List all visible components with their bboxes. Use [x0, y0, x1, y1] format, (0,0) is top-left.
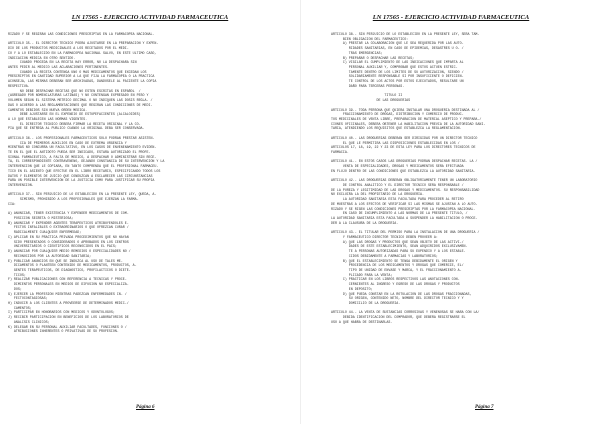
text-line: NO DEBE DESPACHAR RECETAS QUE NO ESTEN ESCRITAS EN ESPAÑOL / [8, 88, 141, 93]
page-number: Página 6 [136, 405, 155, 410]
text-line: EN CASO DE INCUMPLIMIENTO A LAS NORMAS DE LA PRESENTE TITULO, / [331, 211, 468, 216]
text-line: FARMACIA. [331, 149, 349, 154]
text-line: CUANDO PROCEDA EN LA RECETA HAY ERROR, NO LA DESPACHARA SIN [8, 60, 137, 65]
text-line: Y FARMACEUTICO DIRECTOR TECNICO DEBEN PROVEER A: [331, 234, 438, 239]
text-line: CAMENTOS; [8, 305, 32, 310]
text-line: TA, EL CORRESPONDIENTE CONTRAVENENO, DEJANDO CONSTANCIA DE SU INTERVENCION Y LA [8, 159, 165, 164]
text-line: ARTICULO 42.- LAS DROGUERIAS DEBERAN OBLIGATORIAMENTE TENER UN LABORATORIO [331, 178, 478, 183]
text-line: RIZADO Y SE REGIRÁN LAS CONDICIONES PRESCRIPTAS EN LA FARMACOPEA NACIONAL. [8, 32, 155, 36]
text-line: TE CONTROL DE LOS ACTOS POR ESTOS EJECUTADOS, RESULTARE UN [331, 79, 464, 84]
text-line: TICO EN EL ASIENTO QUE EFECTUE EN EL LIBRO RECETARIO, ESPECIFICANDO TODOS LOS [8, 168, 161, 173]
text-line: ARTICULOS 17, 18, 19, 22 Y 23 DE ESTA LEY PARA LOS DIRECTORES TECNICOS DE [331, 145, 476, 150]
text-line: C) PRACTICAR EN LOS LIBROS RESPECTIVOS LAS ANOTACIONES CON- [331, 277, 460, 282]
text-line: TAMENTE DENTRO DE LOS LIMITES DE SU AUTORIZACION, SIENDO / [331, 69, 464, 74]
text-line: RADICALMENTE CUALQUIER ENFERMEDAD; [8, 230, 82, 235]
text-line: DE LA PUREZA Y LEGITIMIDAD DE LAS DROGAS Y MEDICAMENTOS. SU RESPONSABILIDAD [331, 187, 480, 192]
text-line: B) ANUNCIAR Y EXPENDER AGENTES TERAPEUTICOS ATRIBUYENDOLES E- [8, 220, 129, 225]
text-line: D) QUE PUEDA CONSTAR EN LA ROTULACION DE LAS DROGAS FRACCIONADAS, [331, 291, 472, 296]
text-line: H) INDUCIR A LOS CLIENTES A PROVEERSE DE DETERMINADOS MEDIC-/ [8, 300, 129, 305]
text-line: TE EN EL QUE EL ANTIDOTO PUEDA SER INDICADO, ESTARA AUTORIZADO EL PROFE- [8, 149, 151, 154]
text-line: ARTICULO 40.- LAS DROGUERIAS DEBERAN SER DIRIGIDAS POR UN DIRECTOR TECNICO [331, 135, 478, 140]
text-line: EN DEPOSITO; [331, 286, 373, 291]
text-line: A) PRESTAR LA COLABORACION QUE LE SEA REQUERIDA POR LAS AUTO- [331, 41, 464, 46]
text-line: ACONSEJA, LAS MISMAS DEBERAN SER ARCHIVADAS, DANDOSELE AL PACIENTE LA COPIA [8, 79, 157, 84]
text-line: ARTICULO 37.- SIN PERJUICIO DE LO ESTABLECIDO EN LA PRESENTE LEY, QUEDA, A- [8, 192, 157, 197]
text-line: DE LAS DROGUERIAS [331, 98, 411, 103]
text-line: ARTICULO 44.- LA VENTA DE SUSTANCIAS CORROSIVAS Y VENENOSAS SE HARA CON LA/ [331, 310, 480, 315]
text-line: INTERVENCION QUE LE COPIARA, EN TANTO COMPRENDA QUE EL PROFESIONAL FARMACEU- [8, 164, 159, 169]
text-line: PROCEDENCIA DE LOS MEDICAMENTOS Y DROGAS QUE COMERCIE, EL/ [331, 263, 464, 268]
text-line: CIDOS DEBIDAMENTE A FARMACIAS Y LABORATORIOS; [331, 253, 438, 258]
text-line: CAMENTOS DEBIDOS SIN NUEVA ORDEN MEDICA. [8, 107, 88, 112]
text-line: DADES DE ESTE ESTABLECIMIENTO, SEAN ADQUIRIDOS EXCLUSIVAMEN- [331, 244, 468, 249]
text-line: TRAS EMERGENCIAS; [331, 50, 383, 55]
text-line: TARIA, ATENDIENDO LOS REQUISITOS QUE ESTABLEZCA LA REGLAMENTACION. [331, 126, 462, 131]
text-line: B) QUE EL ESTABLECIMIENTO SE TENGA DEBIDAMENTE EL ORIGEN Y [331, 258, 458, 263]
text-line: ANALISIS CLINICOS; [8, 319, 50, 324]
text-line: TIPO DE UNIDAD DE ENVASE Y MARCA, Y EL FRACCIONAMIENTO A- [331, 267, 462, 272]
page-header: LN 17565 - EJERCICIO ACTIVIDAD FARMACEUTICA [71, 14, 229, 21]
text-line: A LO QUE ESTABLECEN LAS NORMAS VIGENTES. [8, 116, 88, 121]
text-line: PIA QUE SE ENTREGA AL PUBLICO CUANDO LA ORIGINAL DEBA SER CONSERVADA. [8, 126, 145, 131]
text-line: PERSONAL AUXILIAR Y, COMPROBAR QUE ESTOS ACTUEN ESTRIC- [331, 65, 458, 70]
text-line: I) PARTICIPAR EN HONORARIOS CON MEDICOS Y ODONTOLOGOS; [8, 310, 115, 315]
text-line: DAÑO PARA TERCERAS PERSONAS. [331, 83, 405, 88]
text-line: TITULO II [331, 93, 403, 98]
text-line: RIZADO Y SE RIGEN LAS CONDICIONES PRESCRIPTAS POR LA FARMACOPEA NACIONAL. [331, 206, 476, 211]
text-line: PARA UN POSIBLE INTERVENCION DE LA JUSTICIA COMO PARA JUSTIFICAR SU PROPIA [8, 178, 155, 183]
text-line: RECONOCIDOS POR LA AUTORIDAD SANITARIA; [8, 253, 92, 258]
text-line: CIA: [8, 201, 16, 206]
text-line: FRACCIONAMIENTO DE DROGAS, DISTRIBUCION Y COMERCIO DE PRODUC- [331, 112, 464, 117]
text-line: ATRIBUCIONES INHERENTES O PRIVATIVAS DE SU PROFESION. [8, 329, 119, 334]
text-line: ANTES PEDIR AL MEDICO LAS ACLARACIONES PERTINENTES. [8, 65, 109, 70]
text-line: USO A QUE HABRA DE DESTINARLAS. [331, 319, 393, 324]
text-line: RIDADES SANITARIAS, EN CASO DE EPIDEMIAS, DESASTRES U O- / [331, 46, 464, 51]
text-line: BIEN OBLIGACION DEL FARMACEUTICO: [331, 36, 409, 41]
text-line: DIMIENTOS PERSONALES EN MEDIOS DE DIFUSION NO ESPECIALIZA- [8, 282, 129, 287]
text-line: LA AUTORIDAD SANITARIA ESTA FACULTADA PARA PROCEDER AL RETIRO [331, 197, 464, 202]
text-line: VOLUMEN SEGUN EL SISTEMA METRICO DECIMAL O NO INDIQUEN LAS DOSIS REGLA- / [8, 98, 153, 103]
text-line: B) PREPARAR O DESPACHAR LAS RECETAS; [331, 55, 415, 60]
text-line: SIONAL FARMACEUTICO, A FALTA DE MEDICO, A DESPACHAR O ADMINISTRAR SIN RECE- [8, 154, 157, 159]
text-line: ARTICULO 41.- EN ESTOS CASOS LAS DROGUERIAS PODRAN DESPACHAR RECETAS. LA / [331, 159, 478, 164]
page-number: Página 7 [475, 405, 494, 410]
text-line: NO EXCLUIRA LA DEL PROPIETARIO DE LA DROGUERIA. [331, 192, 424, 197]
text-line: SIDO PRESENTADOS O CONSIDERADOS O APROBADOS EN LOS CENTROS [8, 239, 129, 244]
text-line: RESPECTIVA. [8, 83, 30, 88]
text-line: CUANDO LA RECETA CONTENGA UNO O MAS MEDICAMENTOS QUE EXCEDAN LOS [8, 69, 147, 74]
text-line: FECTOCONTAGIOSAS; [8, 296, 48, 301]
text-line: A) ANUNCIAR, TENER EXISTENCIA Y EXPENDER MEDICAMENTOS DE COM- [8, 211, 129, 216]
text-line: DICAMENTOS O PLANTEEN CONTENIDO DE MEDICAMENTOS, PRODUCTOS, A- [8, 263, 137, 268]
page-7 [300, 0, 600, 424]
text-line: ARTICULO 43.- EL TITULAR DEL PERMISO PARA LA INSTALACION DE UNA DROGUERIA / [331, 230, 480, 235]
text-line: SU ORIGEN, CONTENIDO NETO, NOMBRE DEL DIRECTOR TECNICO Y Y [331, 296, 464, 301]
text-line: CIA DE PRIMEROS AUXILIOS EN CASO DE EXTREMA URGENCIA Y [8, 140, 127, 145]
text-line: ARTICULO 35.- EL DIRECTOR TECNICO PODRA AJUSTARSE EN LA PREPARACION Y EXPEN- [8, 41, 159, 46]
text-line: D) ANUNCIAR POR CUALQUIER MEDIO REMEDIOS O ESPECIALIDADES NO / [8, 249, 131, 254]
text-line: INTERVENCION. [8, 183, 34, 187]
text-line: G) EJERCER LA PROFESION MIENTRAS PADEZCAN ENFERMEDADES IN- / [8, 291, 127, 296]
page-body [331, 32, 593, 325]
text-line: VENTA DE ESPECIALIDADES, DROGAS Y MEDICAMENTOS SERA EFECTUADA [331, 164, 464, 169]
text-line: GENTES TERAPEUTICOS, DE DIAGNOSTICO, PROFILACTICOS O DIETE- [8, 267, 131, 272]
text-line: CIONES OFICINALES, DEBERA OBTENER LA HABILITACION PREVIA DE LA AUTORIDAD SANI- [331, 121, 486, 126]
text-line: DER A LA CLAUSURA DE LA DROGUERIA. [331, 220, 399, 225]
text-line: TE A PERSONAS AUTORIZADAS PARA SU EXPENDIO Y A LOS ESTABLE- [331, 249, 466, 254]
text-line: J) RECIBIR PARTICIPACION EN BENEFICIOS DE LOS LABORATORIOS DE [8, 315, 129, 320]
text-line: PRESCRIPTOS EN CANTIDAD SUPERIOR A LA QUE FIJA LA FARMACOPEA O LA PRACTICA [8, 74, 155, 79]
text-line: (AGREGADO POR NOMENCLATURAS LATINAS) Y NO CONTENGAN EXPRESADO EN PESO Y [8, 93, 149, 98]
text-line: DE CONTROL ANALITICO Y EL DIRECTOR TECNICO SERA RESPONSABLE / [331, 183, 464, 187]
text-line: DIO DE LOS PRODUCTOS MEDICINALES A LOS RECETADOS POR EL MEDI- [8, 46, 129, 51]
text-line: EN FLUJO DENTRO DE LAS CONDICIONES QUE ESTABLEZCA LA AUTORIDAD SANITARIA. [331, 168, 476, 173]
text-line: DOS; [8, 286, 22, 291]
text-line: DEBE AJUSTARSE EN EL EXPENDIO DE ESTUPEFACIENTES (ALCALOIDES) [8, 112, 141, 117]
text-line: DAS O ACUERDO A LAS REGLAMENTACIONES QUE REGIRAN LAS CONDICIONES DE MEDI- [8, 102, 153, 107]
text-line: DATOS Y ELEMENTOS DE JUICIO QUE CONDUZCAN A ESCLARECER LAS CIRCUNSTANCIAS [8, 173, 153, 178]
text-line: SIMISMO, PROHIBIDO A LOS PROFESIONALES QUE EJERZAN LA FARMA- [8, 197, 139, 202]
text-line: PLICADO PARA LA VENTA; [331, 272, 393, 277]
text-line: TOS MEDICINALES DE VENTA LIBRE, PREPARACION DE MATERIAL ASEPTICO Y PREPARA-/ [331, 116, 482, 121]
text-line: ARTICULO 39.- TODA PERSONA QUE QUIERA INSTALAR UNA DROGUERIA DESTINADA AL / [331, 107, 480, 112]
text-line: UNIVERSITARIOS O CIENTIFICOS RECONOCIDOS EN EL PAIS; [8, 244, 117, 249]
text-line: MIENTRAS NO CONCURRA UN FACULTATIVO, EN LOS CASOS DE ENVENENAMIENTO EVIDEN- [8, 145, 157, 150]
text-line: CERNIENTES AL INGRESO Y EGRESO DE LAS DROGAS Y PRODUCTOS [331, 282, 460, 287]
text-line: EL DIRECTOR TECNICO DEBERA FIRMAR LA RECETA ORIGINAL Y LA CO- [8, 121, 141, 126]
text-line: DEBIDA IDENTIFICACION DEL COMPRADOR, QUE DEBERA REGISTRARSE EL [331, 315, 466, 320]
text-line: F) REALIZAR PUBLICACIONES CON REFERENCIA A TECNICAS Y PROCE- [8, 277, 127, 282]
text-line: TICOS; [8, 272, 26, 277]
text-line: POSICION SECRETA O MISTERIOSA; [8, 216, 74, 221]
text-line: INDICACION MEDICA EN OTRO SENTIDO. [8, 55, 76, 60]
text-line: E) PUBLICAR ANUNCIOS EN QUE SE INDUZCA AL USO DE TALES ME- [8, 258, 123, 263]
text-line: C) APLICAR EN SU PRACTICA PRIVADA PROCEDIMIENTOS QUE NO HAYAN [8, 234, 129, 239]
text-line: A) QUE LAS DROGAS Y PRODUCTOS QUE SEAN OBJETO DE LAS ACTIVI-/ [331, 239, 464, 244]
text-line: FECTOS INFALIBLES O EXTRAORDINARIOS O QUE OFREZCAN CURAR / [8, 225, 129, 230]
page-body [8, 32, 296, 334]
text-line: K) DELEGAR EN SU PERSONAL AUXILIAR FACULTADES, FUNCIONES O / [8, 324, 127, 329]
text-line: SOLIDARIAMENTE RESPONSABLE SI POR INSUFICIENTE O DEFICIEN- [331, 74, 464, 79]
text-line: EL QUE LE PERMITIRA LAS DISPOSICIONES ESTABLECIDAS EN LOS / [331, 140, 460, 145]
text-line: LA AUTORIDAD SANITARIA ESTA FACULTADA A SUSPENDER LA HABILITACION O PROCE- [331, 216, 478, 221]
text-line: C) VIGILAR EL CUMPLIMIENTO DE LAS INDICACIONES QUE IMPARTA AL [331, 60, 464, 65]
page-header: LN 17565 - EJERCICIO ACTIVIDAD FARMACEUTICA [372, 14, 530, 21]
text-line: CO Y A LO ESTABLECIDO EN LA FARMACOPEA NACIONAL SALVO, EN ESTE ULTIMO CASO, [8, 50, 157, 55]
text-line: DE MUESTRAS A LOS EFECTOS DE VERIFICAR SI LAS MISMAS SE AJUSTAN A LO AUTO- [331, 201, 478, 206]
text-line: ARTICULO 36.- LOS PROFESIONALES FARMACEUTICOS SOLO PODRAN PRESTAR ASISTEN- [8, 135, 155, 140]
text-line: DOMICILIO DE LA DROGUERIA. [331, 300, 401, 305]
text-line: ARTICULO 38.- SIN PERJUICIO DE LO ESTABLECIDO EN LA PRESENTE LEY, SERA TAM- [331, 32, 480, 36]
